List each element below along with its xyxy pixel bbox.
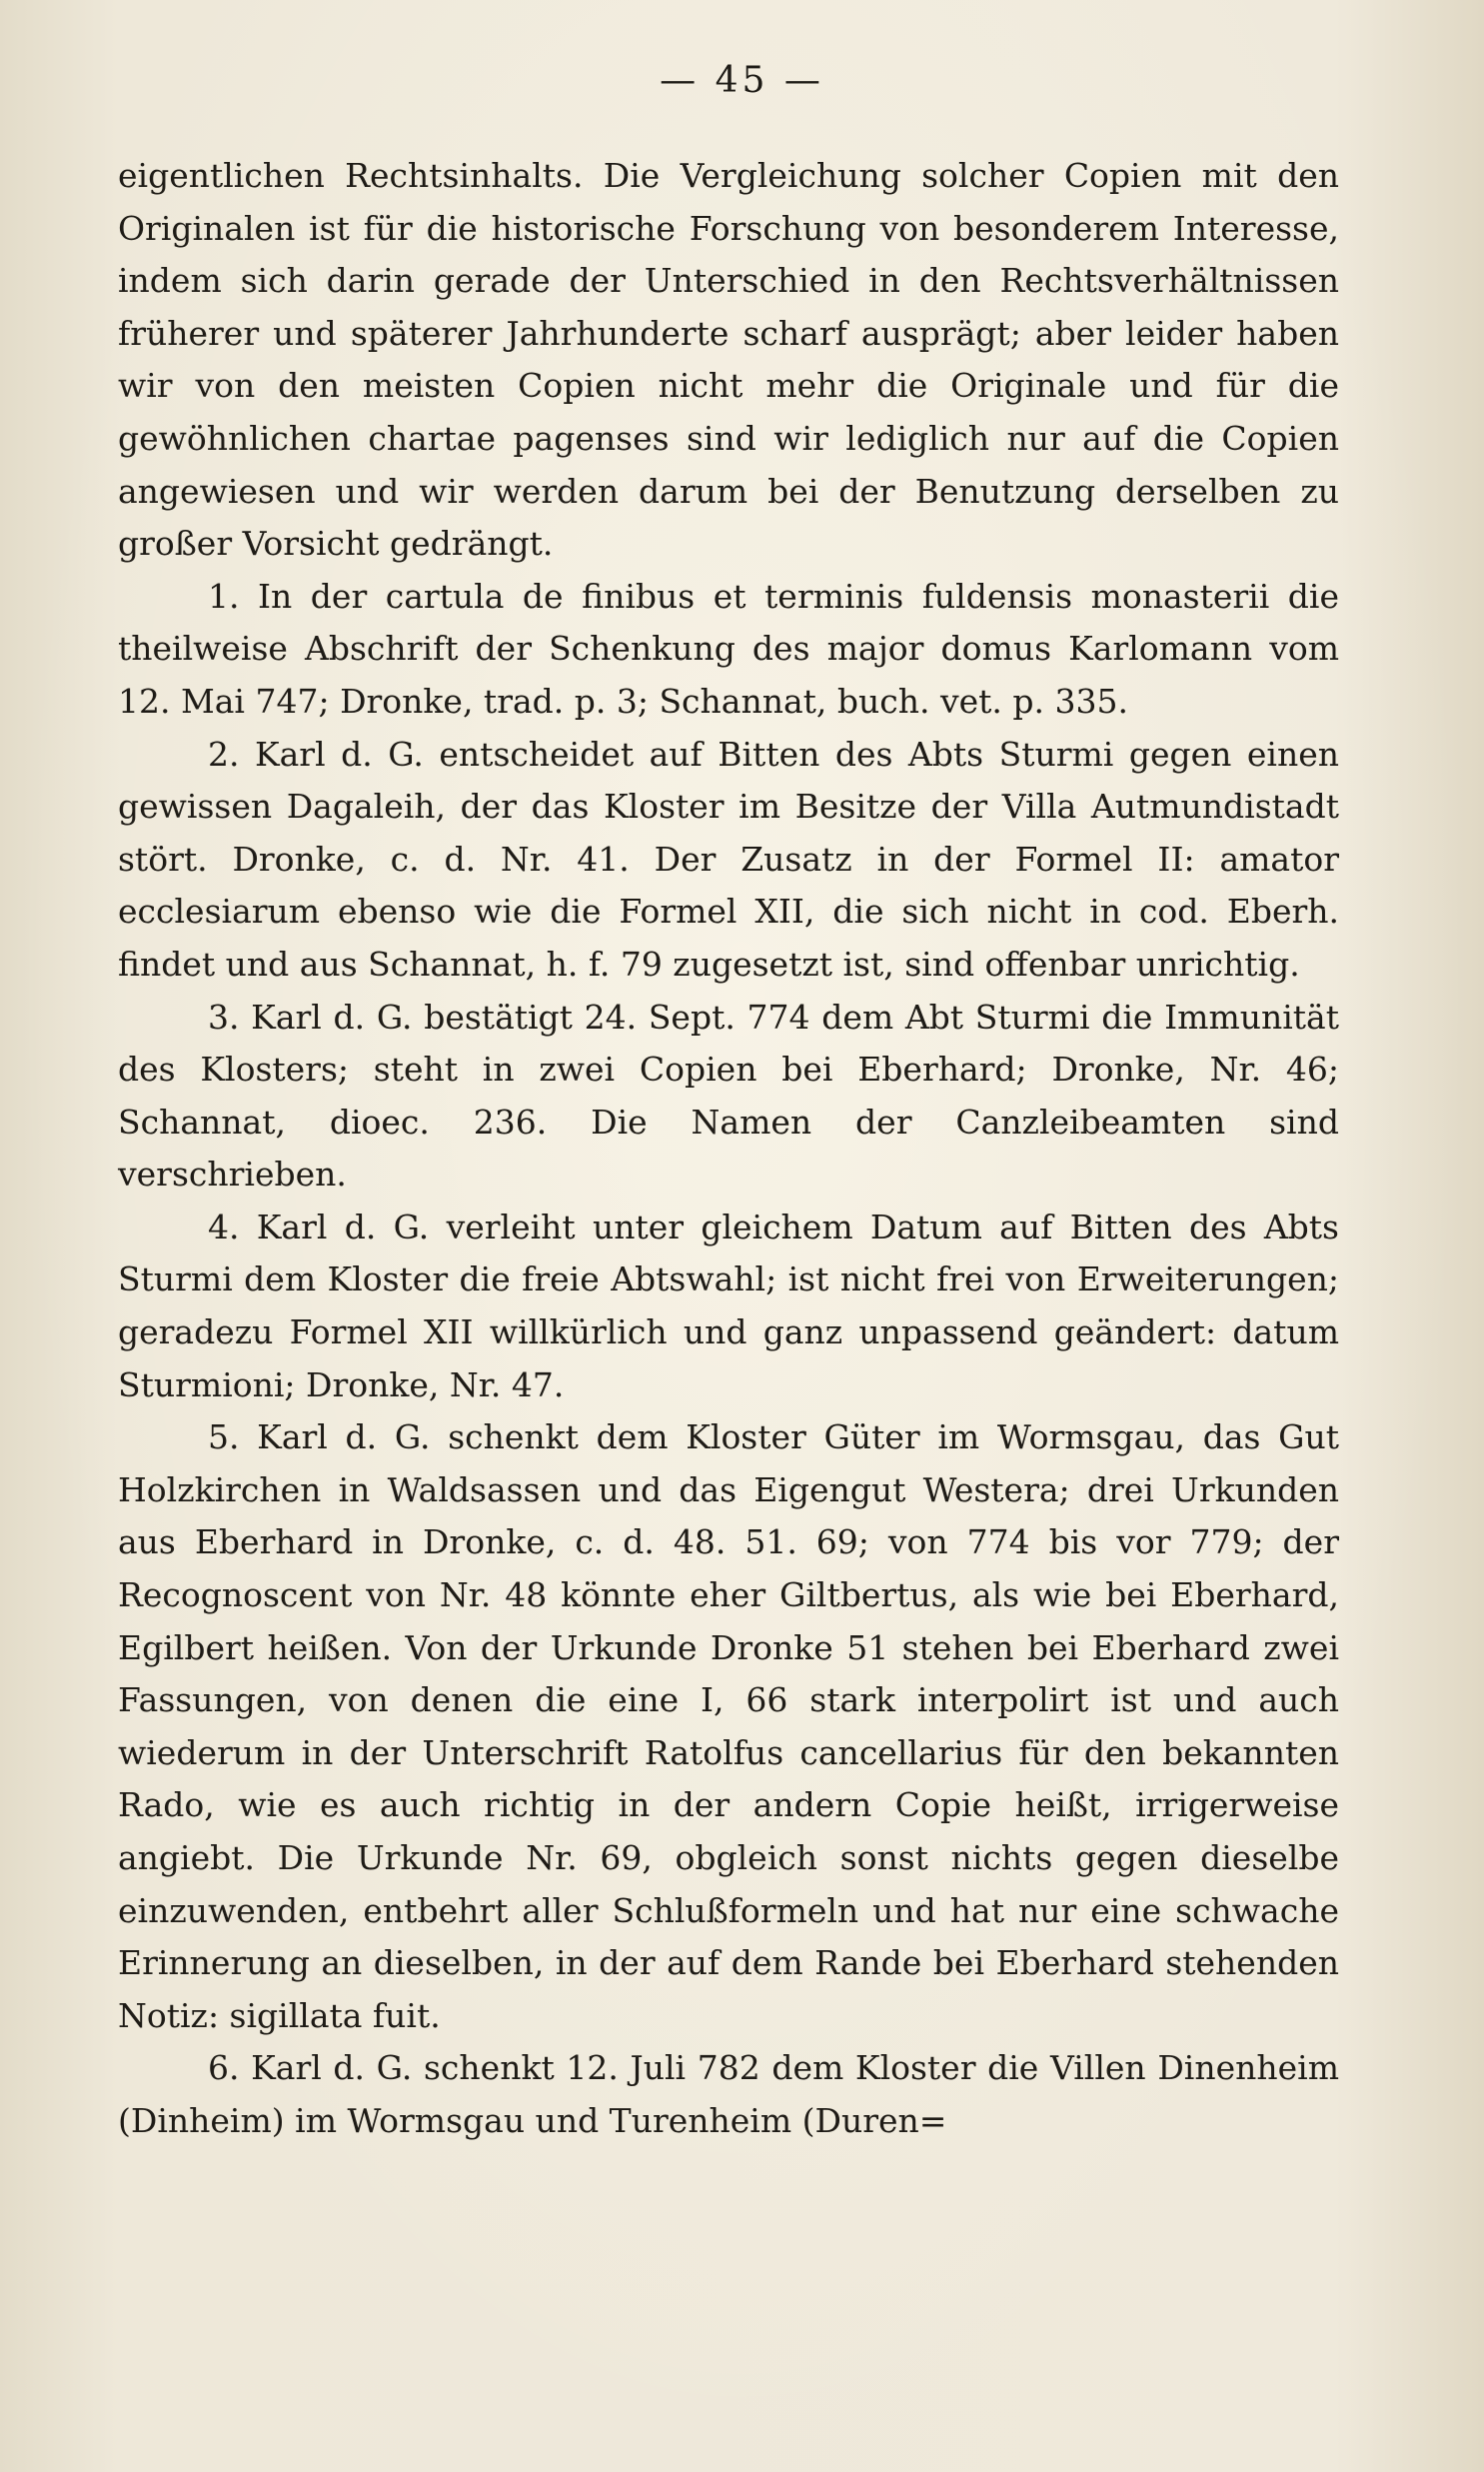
paragraph-item-3: 3. Karl d. G. bestätigt 24. Sept. 774 dem Abt Sturmi die Immunität des Klosters; steht in zwei Copien bei Eberhard; Dronke, Nr. 46; Schannat, dioec. 236. Die Namen der Canzleibeamten sind verschrieben. <box>118 997 1339 1195</box>
paragraph-item-5: 5. Karl d. G. schenkt dem Kloster Güter im Wormsgau, das Gut Holzkirchen in Waldsassen und das Eigengut Westera; drei Urkunden aus Eberhard in Dronke, c. d. 48. 51. 69; von 774 bis vor 779; der Recognoscent von Nr. 48 könnte eher Giltbertus, als wie bei Eberhard, Egilbert heißen. Von der Urkunde Dronke 51 stehen bei Eberhard zwei Fassungen, von denen die eine I, 66 stark interpolirt ist und auch wiederum in der Unterschrift Ratolfus cancellarius für den bekannten Rado, wie es auch richtig in der andern Copie heißt, irrigerweise angiebt. Die Urkunde Nr. 69, obgleich sonst nichts gegen dieselbe einzuwenden, entbehrt aller Schlußformeln und hat nur eine schwache Erinnerung an dieselben, in der auf dem Rande bei Eberhard stehenden Notiz: sigillata fuit. <box>118 1417 1339 2035</box>
paragraph-item-6: 6. Karl d. G. schenkt 12. Juli 782 dem Kloster die Villen Dinenheim (Dinheim) im Wormsgau und Turenheim (Duren= <box>118 2048 1339 2140</box>
paragraph-item-1: 1. In der cartula de finibus et terminis fuldensis monasterii die theilweise Abschrift der Schenkung des major domus Karlomann vom 12. Mai 747; Dronke, trad. p. 3; Schannat, buch. vet. p. 335. <box>118 576 1339 721</box>
paragraph-item-4: 4. Karl d. G. verleiht unter gleichem Datum auf Bitten des Abts Sturmi dem Kloster die freie Abtswahl; ist nicht frei von Erweiterungen; geradezu Formel XII willkürlich und ganz unpassend geändert: datum Sturmioni; Dronke, Nr. 47. <box>118 1207 1339 1404</box>
paragraph-item-2: 2. Karl d. G. entscheidet auf Bitten des Abts Sturmi gegen einen gewissen Dagaleih, der das Kloster im Besitze der Villa Autmundistadt stört. Dronke, c. d. Nr. 41. Der Zusatz in der Formel II: amator ecclesiarum ebenso wie die Formel XII, die sich nicht in cod. Eberh. findet und aus Schannat, h. f. 79 zugesetzt ist, sind offenbar unrichtig. <box>118 734 1339 984</box>
body-text <box>118 150 1339 2148</box>
page-number: — 45 — <box>660 60 824 101</box>
paragraph-intro: eigentlichen Rechtsinhalts. Die Vergleichung solcher Copien mit den Originalen ist für die historische Forschung von besonderem Interesse, indem sich darin gerade der Unterschied in den Rechtsverhältnissen früherer und späterer Jahrhunderte scharf ausprägt; aber leider haben wir von den meisten Copien nicht mehr die Originale und für die gewöhnlichen chartae pagenses sind wir lediglich nur auf die Copien angewiesen und wir werden darum bei der Benutzung derselben zu großer Vorsicht gedrängt. <box>118 156 1339 564</box>
